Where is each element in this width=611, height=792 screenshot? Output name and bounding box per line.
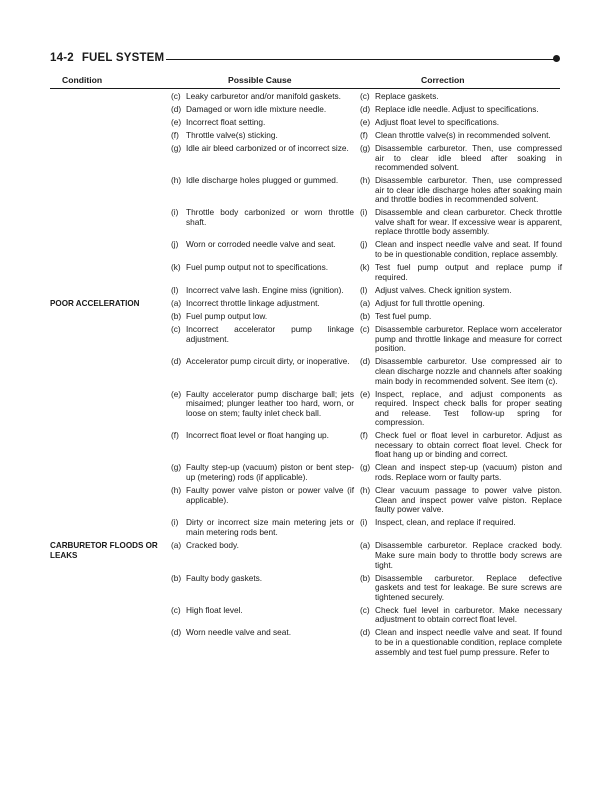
correction-text: Inspect, replace, and adjust components as required. Inspect check balls for proper seating and release. Test follow-up spring for compression. bbox=[375, 388, 562, 428]
cause-label: (g) bbox=[171, 462, 182, 473]
cause-text: Throttle body carbonized or worn throttle shaft. bbox=[186, 207, 354, 227]
cause-label: (j) bbox=[171, 239, 179, 250]
cause-text: Throttle valve(s) sticking. bbox=[186, 129, 278, 140]
cause-label: (c) bbox=[171, 324, 181, 335]
condition-label: POOR ACCELERATION bbox=[50, 299, 140, 309]
correction-cell bbox=[360, 390, 562, 428]
cause-label: (k) bbox=[171, 262, 181, 273]
cause-cell bbox=[171, 240, 354, 259]
correction-text: Disassemble carburetor. Replace defective gaskets and test for leakage. Be sure screws are tightened securely. bbox=[375, 572, 562, 602]
correction-label: (b) bbox=[360, 311, 371, 322]
cause-label: (g) bbox=[171, 142, 182, 153]
correction-label: (f) bbox=[360, 129, 368, 140]
cause-cell bbox=[171, 312, 354, 322]
correction-text: Disassemble and clean carburetor. Check throttle valve shaft for wear. If excessive wear is apparent, replace throttle body assembly. bbox=[375, 207, 562, 237]
cause-text: Incorrect float level or float hanging up. bbox=[186, 430, 329, 441]
correction-label: (e) bbox=[360, 116, 371, 127]
cause-cell bbox=[171, 431, 354, 460]
correction-text: Test fuel pump. bbox=[375, 311, 432, 322]
table-row bbox=[50, 518, 562, 537]
correction-cell bbox=[360, 518, 562, 537]
cause-cell bbox=[171, 390, 354, 428]
cause-label: (i) bbox=[171, 207, 179, 218]
correction-text: Check fuel or float level in carburetor. Adjust as necessary to obtain correct float level. Check for float hang up or binding and correct. bbox=[375, 430, 562, 460]
cause-label: (d) bbox=[171, 356, 182, 367]
table-row bbox=[50, 208, 562, 237]
cause-cell bbox=[171, 92, 354, 102]
cause-text: Dirty or incorrect size main metering jets or main metering rods bent. bbox=[186, 517, 354, 537]
cause-cell bbox=[171, 144, 354, 173]
correction-text: Clean throttle valve(s) in recommended solvent. bbox=[375, 129, 551, 140]
correction-label: (i) bbox=[360, 207, 368, 218]
cause-cell bbox=[171, 131, 354, 141]
cause-label: (c) bbox=[171, 91, 181, 101]
cause-text: Cracked body. bbox=[186, 540, 239, 551]
table-row bbox=[50, 431, 562, 460]
cause-label: (i) bbox=[171, 517, 179, 528]
correction-label: (e) bbox=[360, 388, 371, 399]
cause-text: Fuel pump output not to specifications. bbox=[186, 262, 329, 273]
table-row bbox=[50, 357, 562, 386]
page-number: 14-2 bbox=[50, 52, 74, 64]
correction-text: Replace idle needle. Adjust to specifications. bbox=[375, 103, 539, 114]
table-row bbox=[50, 325, 562, 354]
correction-label: (a) bbox=[360, 540, 371, 551]
correction-label: (d) bbox=[360, 103, 371, 114]
table-row bbox=[50, 131, 562, 141]
condition-section bbox=[50, 541, 562, 657]
correction-label: (j) bbox=[360, 239, 368, 250]
correction-cell bbox=[360, 131, 562, 141]
correction-text: Clean and inspect needle valve and seat. If found to be in a questionable condition, replace complete assembly and test fuel pump pressure. Refer to bbox=[375, 627, 562, 657]
column-header-condition: Condition bbox=[62, 75, 103, 85]
cause-cell bbox=[171, 176, 354, 205]
correction-text: Check fuel level in carburetor. Make necessary adjustment to obtain correct float level. bbox=[375, 604, 562, 625]
table-row bbox=[50, 144, 562, 173]
correction-cell bbox=[360, 92, 562, 102]
table-row bbox=[50, 606, 562, 625]
cause-cell bbox=[171, 105, 354, 115]
cause-text: Worn or corroded needle valve and seat. bbox=[186, 239, 336, 250]
cause-text: Faulty step-up (vacuum) piston or bent step-up (metering) rods (if applicable). bbox=[186, 462, 354, 483]
cause-cell bbox=[171, 263, 354, 282]
cause-cell bbox=[171, 299, 354, 309]
cause-label: (a) bbox=[171, 540, 182, 551]
column-headers bbox=[50, 75, 560, 88]
cause-text: Incorrect accelerator pump linkage adjustment. bbox=[186, 324, 354, 344]
correction-label: (a) bbox=[360, 298, 371, 309]
column-header-rule bbox=[50, 88, 560, 89]
correction-cell bbox=[360, 208, 562, 237]
correction-text: Adjust float level to specifications. bbox=[375, 116, 500, 127]
cause-cell bbox=[171, 463, 354, 482]
correction-cell bbox=[360, 176, 562, 205]
correction-label: (h) bbox=[360, 175, 371, 186]
correction-label: (b) bbox=[360, 572, 371, 583]
cause-text: Idle discharge holes plugged or gummed. bbox=[186, 175, 339, 186]
cause-cell bbox=[171, 541, 354, 570]
correction-label: (g) bbox=[360, 462, 371, 473]
correction-text: Inspect, clean, and replace if required. bbox=[375, 517, 516, 528]
cause-label: (f) bbox=[171, 129, 179, 140]
header-rule bbox=[150, 59, 554, 60]
correction-label: (i) bbox=[360, 517, 368, 528]
correction-cell bbox=[360, 606, 562, 625]
cause-cell bbox=[171, 486, 354, 515]
correction-cell bbox=[360, 463, 562, 482]
cause-text: Damaged or worn idle mixture needle. bbox=[186, 103, 327, 114]
correction-cell bbox=[360, 325, 562, 354]
cause-label: (c) bbox=[171, 604, 181, 615]
correction-label: (d) bbox=[360, 356, 371, 367]
condition-section bbox=[50, 299, 562, 537]
correction-cell bbox=[360, 105, 562, 115]
table-row bbox=[50, 574, 562, 603]
cause-label: (b) bbox=[171, 311, 182, 322]
correction-cell bbox=[360, 574, 562, 603]
header-text bbox=[50, 52, 166, 64]
table-row bbox=[50, 92, 562, 102]
correction-cell bbox=[360, 299, 562, 309]
correction-label: (l) bbox=[360, 284, 368, 295]
table-row bbox=[50, 486, 562, 515]
cause-text: Incorrect throttle linkage adjustment. bbox=[186, 298, 320, 309]
correction-text: Adjust for full throttle opening. bbox=[375, 298, 485, 309]
correction-label: (k) bbox=[360, 262, 370, 273]
cause-label: (l) bbox=[171, 284, 179, 295]
cause-text: Faulty accelerator pump discharge ball; jets misaimed; plunger leather too hard, worn, or loose on stem; faulty inlet check ball. bbox=[186, 388, 354, 418]
table-row bbox=[50, 463, 562, 482]
correction-cell bbox=[360, 357, 562, 386]
correction-cell bbox=[360, 312, 562, 322]
cause-label: (d) bbox=[171, 103, 182, 114]
table-row bbox=[50, 118, 562, 128]
table-row bbox=[50, 286, 562, 296]
table-row bbox=[50, 263, 562, 282]
section-title: FUEL SYSTEM bbox=[81, 52, 165, 64]
cause-cell bbox=[171, 518, 354, 537]
correction-cell bbox=[360, 541, 562, 570]
correction-label: (d) bbox=[360, 627, 371, 638]
correction-label: (c) bbox=[360, 324, 370, 335]
page-header bbox=[50, 52, 560, 66]
cause-text: Incorrect float setting. bbox=[186, 116, 266, 127]
cause-text: Worn needle valve and seat. bbox=[186, 627, 292, 638]
correction-text: Disassemble carburetor. Replace cracked body. Make sure main body to throttle body screws are tight. bbox=[375, 540, 562, 570]
correction-text: Replace gaskets. bbox=[375, 91, 439, 101]
correction-cell bbox=[360, 486, 562, 515]
correction-text: Disassemble carburetor. Replace worn accelerator pump and throttle linkage and measure for correct position. bbox=[375, 324, 562, 354]
table-row bbox=[50, 312, 562, 322]
cause-cell bbox=[171, 208, 354, 237]
table-row bbox=[50, 176, 562, 205]
cause-text: Fuel pump output low. bbox=[186, 311, 268, 322]
cause-text: Leaky carburetor and/or manifold gaskets. bbox=[186, 91, 341, 101]
correction-cell bbox=[360, 431, 562, 460]
correction-cell bbox=[360, 240, 562, 259]
cause-text: Faulty power valve piston or power valve (if applicable). bbox=[186, 485, 354, 505]
correction-text: Disassemble carburetor. Use compressed air to clean discharge nozzle and channels after soaking main body in recommended solvent. See item (c). bbox=[375, 356, 562, 386]
condition-section bbox=[50, 92, 562, 295]
correction-text: Clean and inspect needle valve and seat. If found to be in questionable condition, replace assembly. bbox=[375, 239, 562, 260]
cause-text: High float level. bbox=[186, 604, 243, 615]
cause-cell bbox=[171, 357, 354, 386]
correction-text: Test fuel pump output and replace pump if required. bbox=[375, 262, 562, 282]
correction-cell bbox=[360, 144, 562, 173]
correction-label: (c) bbox=[360, 91, 370, 101]
cause-label: (d) bbox=[171, 627, 182, 638]
column-header-correction: Correction bbox=[421, 75, 465, 85]
condition-label: CARBURETOR FLOODS OR LEAKS bbox=[50, 541, 158, 560]
cause-cell bbox=[171, 118, 354, 128]
cause-label: (h) bbox=[171, 175, 182, 186]
cause-label: (b) bbox=[171, 572, 182, 583]
correction-cell bbox=[360, 628, 562, 657]
correction-cell bbox=[360, 263, 562, 282]
cause-label: (h) bbox=[171, 485, 182, 496]
cause-cell bbox=[171, 606, 354, 625]
cause-text: Accelerator pump circuit dirty, or inoperative. bbox=[186, 356, 350, 367]
correction-text: Disassemble carburetor. Then, use compressed air to clear idle discharge holes after soaking main and throttle bodies in recommended solvent. bbox=[375, 175, 562, 205]
cause-label: (e) bbox=[171, 388, 182, 399]
cause-label: (e) bbox=[171, 116, 182, 127]
cause-label: (f) bbox=[171, 430, 179, 441]
cause-cell bbox=[171, 628, 354, 657]
correction-text: Clean and inspect step-up (vacuum) piston and rods. Replace worn or faulty parts. bbox=[375, 462, 562, 483]
cause-label: (a) bbox=[171, 298, 182, 309]
correction-label: (c) bbox=[360, 604, 370, 615]
correction-cell bbox=[360, 118, 562, 128]
correction-label: (h) bbox=[360, 485, 371, 496]
header-bullet bbox=[553, 55, 560, 62]
cause-text: Idle air bleed carbonized or of incorrect size. bbox=[186, 142, 349, 153]
table-row bbox=[50, 390, 562, 428]
correction-text: Disassemble carburetor. Then, use compressed air to clear idle bleed after soaking in recommended solvent. bbox=[375, 142, 562, 173]
troubleshooting-table bbox=[50, 92, 562, 660]
cause-cell bbox=[171, 574, 354, 603]
correction-text: Adjust valves. Check ignition system. bbox=[375, 284, 512, 295]
table-row bbox=[50, 240, 562, 259]
cause-cell bbox=[171, 286, 354, 296]
table-row bbox=[50, 105, 562, 115]
table-row bbox=[50, 628, 562, 657]
cause-text: Incorrect valve lash. Engine miss (ignition). bbox=[186, 284, 344, 295]
correction-cell bbox=[360, 286, 562, 296]
correction-text: Clear vacuum passage to power valve piston. Clean and inspect power valve piston. Replace faulty power valve. bbox=[375, 485, 562, 515]
column-header-cause: Possible Cause bbox=[228, 75, 292, 85]
cause-text: Faulty body gaskets. bbox=[186, 572, 263, 583]
cause-cell bbox=[171, 325, 354, 354]
correction-label: (f) bbox=[360, 430, 368, 441]
correction-label: (g) bbox=[360, 142, 371, 153]
